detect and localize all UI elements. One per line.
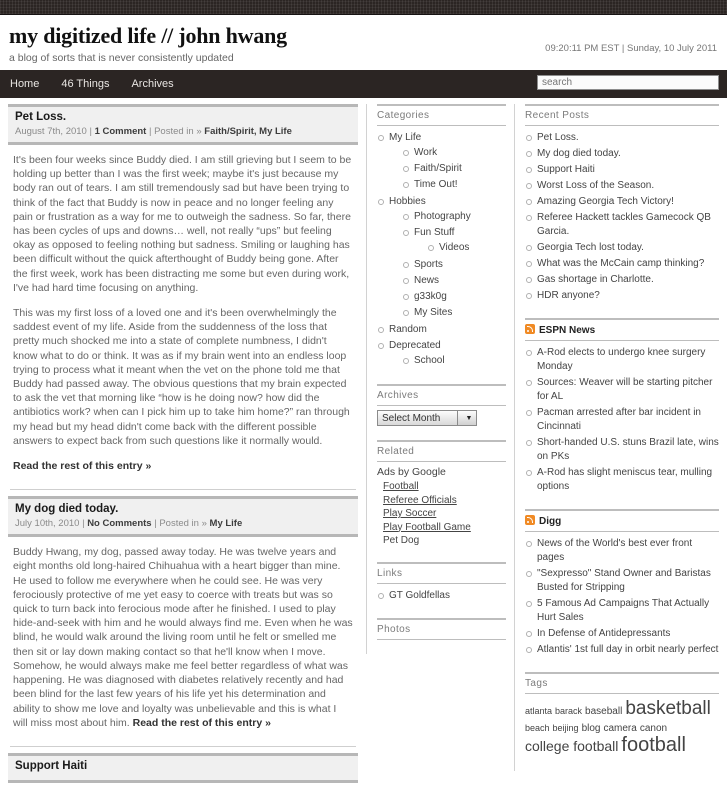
- category-link[interactable]: My Life: [389, 132, 422, 143]
- list-item[interactable]: [402, 289, 506, 305]
- widget-links: [377, 562, 506, 604]
- tag-link[interactable]: basketball: [625, 698, 711, 719]
- post-paragraph: It's been four weeks since Buddy died. I am still grieving but I seem to be holding up better than I was the first week; maybe it's just because my body ran out of tears. I am still tremendously sad but have been trying to think of the fact that Buddy is now in peace and no longer feeling any pain or frustration as a way for me to outweigh the sadness. So far, there has been cycles of ups and downs… well, not really “ups” but feeling okay as opposed to feeling nothing but sadness. Smiling or laughing has been difficult without the quick afterthought of Buddy being gone. After the first week, work has been distracting me some but even during work, I've had hard time focusing on anything.: [13, 154, 352, 294]
- post-body: [8, 537, 358, 736]
- list-item[interactable]: [525, 288, 719, 304]
- digg-link[interactable]: "Sexpresso" Stand Owner and Baristas Busted for Stripping: [537, 568, 711, 593]
- list-item[interactable]: [402, 177, 506, 193]
- post-date: July 10th, 2010: [15, 518, 80, 530]
- list-item[interactable]: [525, 405, 719, 435]
- category-link[interactable]: Fun Stuff: [414, 227, 455, 238]
- meta-sep: |: [82, 518, 88, 530]
- list-item[interactable]: [525, 536, 719, 566]
- post-header: [8, 753, 358, 783]
- recent-post-link[interactable]: Support Haiti: [537, 164, 595, 175]
- list-item[interactable]: [383, 507, 506, 521]
- read-more-link[interactable]: Read the rest of this entry »: [13, 460, 152, 473]
- meta-sep: |: [148, 126, 155, 137]
- list-item[interactable]: [377, 588, 506, 604]
- categories-sublist: [389, 353, 506, 369]
- list-item[interactable]: [525, 345, 719, 375]
- list-item[interactable]: [402, 273, 506, 289]
- list-item[interactable]: [383, 534, 506, 548]
- digg-list: [525, 536, 719, 658]
- header-datetime: 09:20:11 PM EST | Sunday, 10 July 2011: [545, 43, 717, 54]
- list-item[interactable]: [525, 596, 719, 626]
- ads-list: [377, 480, 506, 548]
- ad-link[interactable]: Referee Officials: [383, 494, 457, 506]
- link-item[interactable]: GT Goldfellas: [389, 589, 450, 601]
- right-sidebar-column: [514, 104, 727, 771]
- widget-tags: [525, 672, 719, 757]
- category-link[interactable]: Time Out!: [414, 179, 458, 190]
- list-item[interactable]: [402, 145, 506, 161]
- post-comments-link[interactable]: 1 Comment: [94, 126, 147, 137]
- post-title[interactable]: Support Haiti: [15, 759, 88, 772]
- top-texture-strip: [0, 0, 727, 15]
- digg-link[interactable]: In Defense of Antidepressants: [537, 628, 671, 639]
- list-item[interactable]: [402, 161, 506, 177]
- widget-title: Related: [377, 440, 506, 462]
- list-item[interactable]: [525, 178, 719, 194]
- list-item[interactable]: [525, 626, 719, 642]
- page-wrapper: [0, 15, 727, 789]
- posted-in-label: Posted in »: [154, 126, 202, 137]
- espn-news-link[interactable]: A-Rod has slight meniscus tear, mulling options: [537, 467, 713, 492]
- archives-selected-value: Select Month: [382, 412, 441, 424]
- tag-link[interactable]: baseball: [585, 706, 623, 717]
- espn-news-link[interactable]: Sources: Weaver will be starting pitcher for AL: [537, 377, 713, 402]
- tag-link[interactable]: beijing: [552, 723, 579, 733]
- category-link[interactable]: Sports: [414, 259, 443, 270]
- rss-icon: [525, 324, 535, 334]
- recent-post-link[interactable]: Referee Hackett tackles Gamecock QB Garcia.: [537, 212, 711, 237]
- category-link[interactable]: Deprecated: [389, 340, 441, 351]
- category-link[interactable]: News: [414, 275, 440, 286]
- post-categories-link[interactable]: Faith/Spirit, My Life: [204, 126, 292, 137]
- tag-link[interactable]: beach: [525, 723, 550, 733]
- list-item[interactable]: [525, 240, 719, 256]
- main-navigation: [0, 70, 727, 98]
- list-item[interactable]: [525, 375, 719, 405]
- category-link[interactable]: Faith/Spirit: [414, 163, 462, 174]
- archives-month-select[interactable]: [377, 410, 477, 426]
- post-title[interactable]: My dog died today.: [15, 503, 119, 516]
- list-item[interactable]: [525, 435, 719, 465]
- list-item[interactable]: [402, 305, 506, 321]
- widget-title-text: ESPN News: [539, 325, 596, 336]
- post-meta: [15, 518, 351, 529]
- digg-link[interactable]: News of the World's best ever front pages: [537, 538, 693, 563]
- category-link[interactable]: g33k0g: [414, 291, 447, 302]
- list-item[interactable]: [383, 480, 506, 494]
- post-divider: [10, 746, 356, 747]
- tag-link[interactable]: canon: [639, 723, 668, 734]
- category-link[interactable]: Videos: [439, 242, 470, 253]
- post-categories-link[interactable]: My Life: [209, 518, 243, 530]
- list-item[interactable]: [377, 130, 506, 194]
- nav-item-home[interactable]: Home: [10, 78, 40, 90]
- widget-title: Tags: [525, 672, 719, 694]
- post-date: August 7th, 2010: [15, 126, 87, 137]
- widget-espn-news: [525, 318, 719, 495]
- list-item[interactable]: [525, 465, 719, 495]
- list-item[interactable]: [525, 272, 719, 288]
- ads-by-google-link[interactable]: Ads by Google: [377, 466, 446, 478]
- recent-post-link[interactable]: My dog died today.: [537, 148, 621, 159]
- list-item[interactable]: [402, 225, 506, 257]
- digg-link[interactable]: Atlantis' 1st full day in orbit nearly perfect: [537, 644, 719, 655]
- widget-recent-posts: [525, 104, 719, 304]
- widget-archives: [377, 384, 506, 426]
- list-item[interactable]: [525, 162, 719, 178]
- categories-sublist: [389, 145, 506, 193]
- widget-photos: [377, 618, 506, 640]
- widget-digg: [525, 509, 719, 658]
- tag-link[interactable]: football: [621, 734, 686, 756]
- search-input[interactable]: [537, 75, 719, 90]
- meta-sep: |: [89, 126, 95, 137]
- ad-link[interactable]: Football: [383, 481, 419, 492]
- main-content-column: [0, 104, 366, 789]
- category-link[interactable]: Random: [389, 324, 427, 335]
- site-title: my digitized life // john hwang: [9, 23, 287, 48]
- category-link[interactable]: Photography: [414, 211, 471, 222]
- category-link[interactable]: Hobbies: [389, 196, 426, 207]
- tag-link[interactable]: barack: [555, 706, 583, 716]
- post-title[interactable]: Pet Loss.: [15, 111, 67, 123]
- post-header: [8, 496, 358, 537]
- widget-title: [525, 318, 719, 341]
- widget-title: [525, 509, 719, 532]
- list-item[interactable]: [402, 257, 506, 273]
- recent-post-link[interactable]: Amazing Georgia Tech Victory!: [537, 196, 674, 207]
- recent-post-link[interactable]: What was the McCain camp thinking?: [537, 258, 705, 269]
- list-item[interactable]: [402, 353, 506, 369]
- rss-icon: [525, 515, 535, 525]
- widget-title: Categories: [377, 104, 506, 126]
- recent-posts-list: [525, 130, 719, 304]
- espn-news-list: [525, 345, 719, 495]
- category-link[interactable]: My Sites: [414, 307, 453, 318]
- site-header: [0, 15, 727, 70]
- recent-post-link[interactable]: Gas shortage in Charlotte.: [537, 274, 654, 285]
- posted-in-label: Posted in »: [159, 518, 207, 530]
- post-meta: [15, 126, 351, 137]
- post-paragraph: Buddy Hwang, my dog, passed away today. He was twelve years and eight months old long-haired Chihuahua with a heart bigger than mine. He used to follow me everywhere when he could see. He was very ferociously protective of me yet easy to coerce with treats but was so quick to turn back into ferocious mode after he finished. I used to play hide-and-seek with him and he would always find me. Even when he was blind, he would walk around the living room until he felt or smelled me then sit or lay down making contact so that he'll know when I move. Somehow, he would always make me feel better regardless of what was happening. He was diagnosed with diabetes relatively recently and had been blind for the last few years of his life yet his determination and ability to show me love and loyalty was unbelievable and this is what I will miss most about him.: [13, 546, 353, 729]
- categories-sublist: [414, 240, 506, 256]
- widget-categories: [377, 104, 506, 370]
- links-list: [377, 588, 506, 604]
- tag-link[interactable]: atlanta: [525, 706, 553, 716]
- tag-cloud: [525, 698, 719, 757]
- recent-post-link[interactable]: Pet Loss.: [537, 132, 579, 143]
- widget-title-text: Digg: [539, 516, 562, 527]
- espn-news-link[interactable]: A-Rod elects to undergo knee surgery Monday: [537, 347, 706, 372]
- list-item[interactable]: [402, 209, 506, 225]
- meta-sep: |: [154, 518, 160, 530]
- post-body: [8, 145, 358, 479]
- post-paragraph: This was my first loss of a loved one and it's been overwhelmingly the saddest event of my life. Aside from the suddenness of the loss that pretty much shocked me into a state of complete numbness, I didn't know what to do or think. It was as if my brain went into an endless loop trying to process what it meant when the vet on the phone told me that Buddy had passed away. The obvious questions that my brain expected to ask the vet that morning like “how is he doing now? how did the antibiotics work? when can I pick him up to take him home?” ran through my head but my head didn't come back with the different possible answers to expect back from such questions like it normally would.: [13, 307, 350, 447]
- tag-link[interactable]: college football: [525, 738, 619, 754]
- widget-title: Recent Posts: [525, 104, 719, 126]
- post-comments-link[interactable]: No Comments: [87, 518, 152, 530]
- list-item[interactable]: [377, 322, 506, 338]
- post-my-dog-died-today: [8, 496, 358, 747]
- recent-post-link[interactable]: HDR anyone?: [537, 290, 600, 301]
- widget-title: Links: [377, 562, 506, 584]
- post-header: [8, 104, 358, 145]
- list-item[interactable]: [525, 256, 719, 272]
- digg-link[interactable]: 5 Famous Ad Campaigns That Actually Hurt Sales: [537, 598, 710, 623]
- site-tagline: a blog of sorts that is never consistently updated: [9, 52, 234, 64]
- widget-title: Photos: [377, 618, 506, 640]
- widget-title: Archives: [377, 384, 506, 406]
- list-item[interactable]: [525, 642, 719, 658]
- list-item[interactable]: [377, 338, 506, 370]
- list-item[interactable]: [383, 521, 506, 535]
- categories-sublist: [389, 209, 506, 321]
- middle-sidebar-column: [366, 104, 514, 654]
- ad-link[interactable]: Play Soccer: [383, 508, 437, 519]
- recent-post-link[interactable]: Worst Loss of the Season.: [537, 180, 655, 191]
- chevron-down-icon[interactable]: ▼: [457, 411, 476, 425]
- list-item[interactable]: [525, 566, 719, 596]
- nav-item-archives[interactable]: Archives: [131, 78, 174, 90]
- espn-news-link[interactable]: Pacman arrested after bar incident in Cincinnati: [537, 407, 701, 432]
- list-item[interactable]: [427, 240, 506, 256]
- category-link[interactable]: School: [414, 355, 445, 366]
- nav-item-46-things[interactable]: 46 Things: [61, 78, 110, 90]
- list-item[interactable]: [377, 194, 506, 322]
- widget-related: [377, 440, 506, 548]
- list-item[interactable]: [525, 146, 719, 162]
- tag-link[interactable]: camera: [603, 723, 637, 734]
- list-item[interactable]: [525, 194, 719, 210]
- list-item[interactable]: [525, 130, 719, 146]
- list-item[interactable]: [383, 494, 506, 508]
- list-item[interactable]: [525, 210, 719, 240]
- recent-post-link[interactable]: Georgia Tech lost today.: [537, 242, 644, 253]
- post-support-haiti: [8, 753, 358, 783]
- content-columns: [0, 98, 727, 789]
- ad-link[interactable]: Pet Dog: [383, 535, 420, 546]
- post-divider: [10, 489, 356, 490]
- category-link[interactable]: Work: [414, 147, 438, 158]
- post-pet-loss: [8, 104, 358, 490]
- espn-news-link[interactable]: Short-handed U.S. stuns Brazil late, wins on PKs: [537, 437, 719, 462]
- read-more-link[interactable]: Read the rest of this entry »: [132, 716, 271, 729]
- categories-list: [377, 130, 506, 370]
- tag-link[interactable]: blog: [581, 723, 601, 734]
- ad-link[interactable]: Play Football Game: [383, 521, 471, 533]
